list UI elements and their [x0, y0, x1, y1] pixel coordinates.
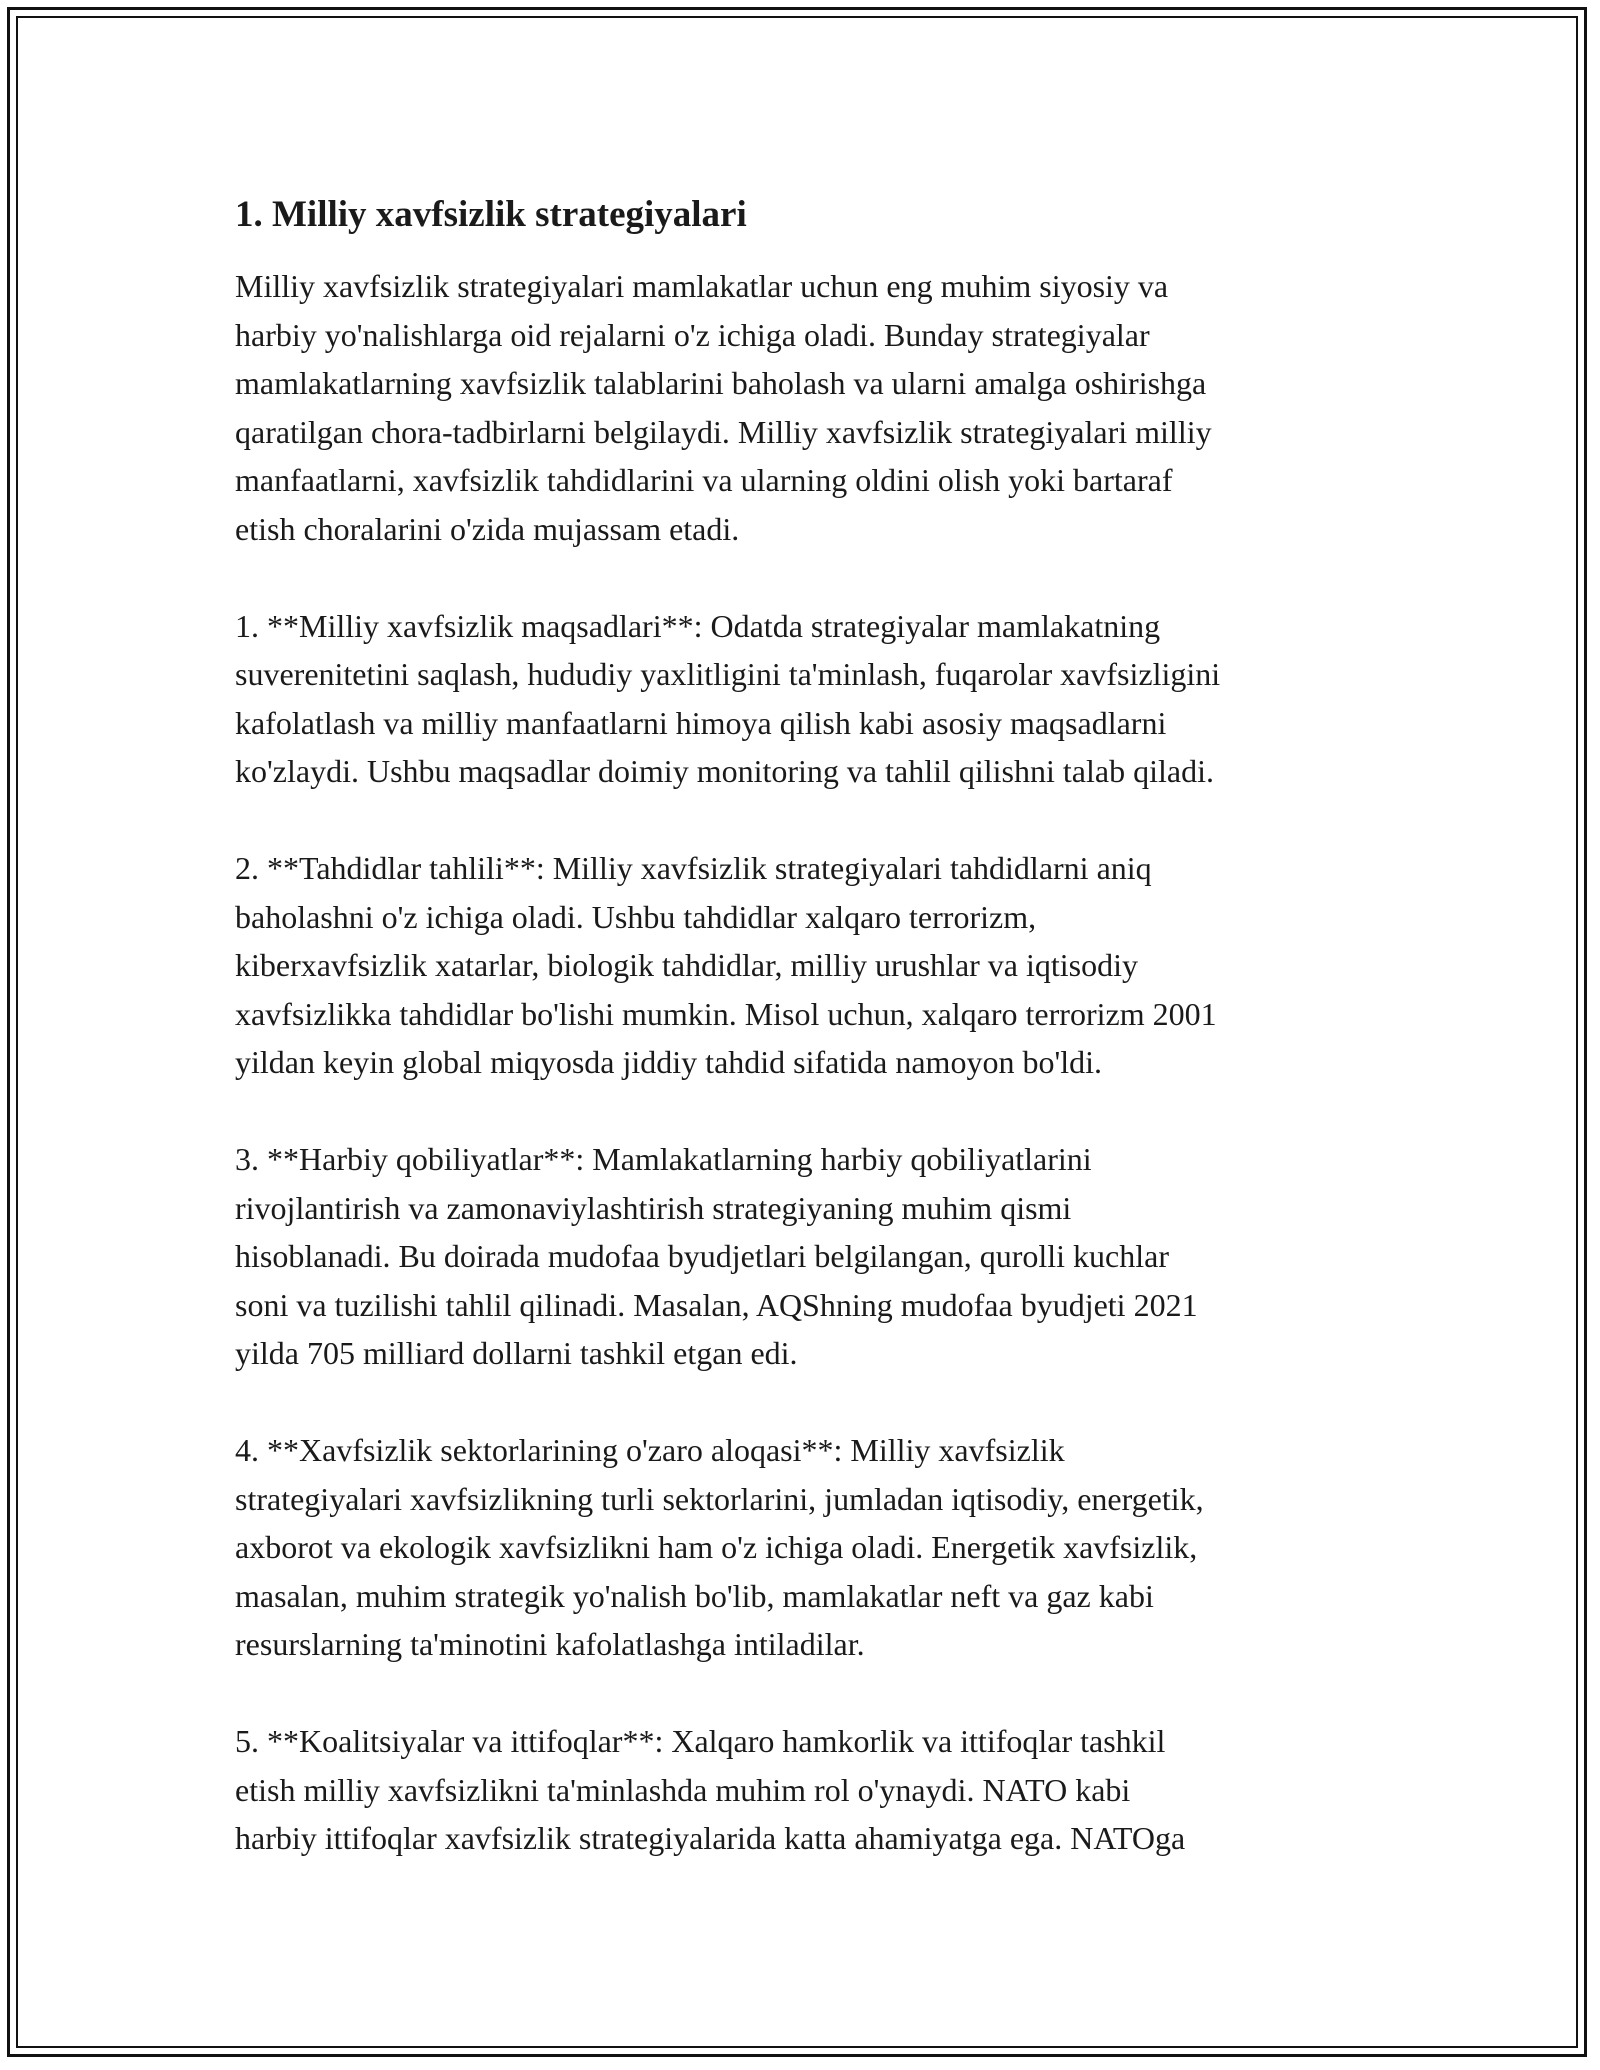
section-heading: 1. Milliy xavfsizlik strategiyalari	[235, 194, 747, 235]
text-line: axborot va ekologik xavfsizlikni ham o'z ichiga oladi. Energetik xavfsizlik,	[235, 1529, 1198, 1565]
text-line: xavfsizlikka tahdidlar bo'lishi mumkin. Misol uchun, xalqaro terrorizm 2001	[235, 995, 1217, 1032]
text-line: 2. **Tahdidlar tahlili**: Milliy xavfsizlik strategiyalari tahdidlarni aniq	[235, 850, 1152, 886]
text-line: strategiyalari xavfsizlikning turli sektorlarini, jumladan iqtisodiy, energetik,	[235, 1480, 1204, 1517]
text-line: 1. **Milliy xavfsizlik maqsadlari**: Odatda strategiyalar mamlakatning	[235, 607, 1161, 644]
text-line: baholashni o'z ichiga oladi. Ushbu tahdidlar xalqaro terrorizm,	[235, 898, 1037, 935]
text-line: harbiy ittifoqlar xavfsizlik strategiyalarida katta ahamiyatga ega. NATOga	[235, 1820, 1186, 1856]
text-line: etish choralarini o'zida mujassam etadi.	[235, 510, 740, 547]
text-line: etish milliy xavfsizlikni ta'minlashda muhim rol o'ynaydi. NATO kabi	[235, 1771, 1131, 1808]
text-line: suverenitetini saqlash, hududiy yaxlitligini ta'minlash, fuqarolar xavfsizligini	[235, 656, 1221, 692]
text-line: soni va tuzilishi tahlil qilinadi. Masalan, AQShning mudofaa byudjeti 2021	[235, 1286, 1198, 1323]
text-line: resurslarning ta'minotini kafolatlashga intiladilar.	[235, 1626, 865, 1662]
text-line: kafolatlash va milliy manfaatlarni himoya qilish kabi asosiy maqsadlarni	[235, 704, 1167, 741]
text-line: 3. **Harbiy qobiliyatlar**: Mamlakatlarning harbiy qobiliyatlarini	[235, 1141, 1092, 1177]
text-line: qaratilgan chora-tadbirlarni belgilaydi. Milliy xavfsizlik strategiyalari milliy	[235, 413, 1212, 450]
text-line: masalan, muhim strategik yo'nalish bo'lib, mamlakatlar neft va gaz kabi	[235, 1577, 1154, 1614]
list-item-paragraph	[235, 1426, 1370, 1669]
text-line: manfaatlarni, xavfsizlik tahdidlarini va ularning oldini olish yoki bartaraf	[235, 462, 1173, 498]
text-line: yildan keyin global miqyosda jiddiy tahdid sifatida namoyon bo'ldi.	[235, 1044, 1102, 1080]
text-line: 4. **Xavfsizlik sektorlarining o'zaro aloqasi**: Milliy xavfsizlik	[235, 1432, 1065, 1468]
text-line: kiberxavfsizlik xatarlar, biologik tahdidlar, milliy urushlar va iqtisodiy	[235, 947, 1139, 983]
list-item-paragraph	[235, 844, 1370, 1087]
text-line: Milliy xavfsizlik strategiyalari mamlakatlar uchun eng muhim siyosiy va	[235, 268, 1169, 304]
text-line: yilda 705 milliard dollarni tashkil etgan edi.	[235, 1335, 798, 1371]
list-item-paragraph	[235, 1717, 1370, 1863]
list-item-paragraph	[235, 1135, 1370, 1378]
text-line: mamlakatlarning xavfsizlik talablarini baholash va ularni amalga oshirishga	[235, 365, 1207, 401]
text-line: ko'zlaydi. Ushbu maqsadlar doimiy monitoring va tahlil qilishni talab qiladi.	[235, 753, 1214, 789]
text-line: rivojlantirish va zamonaviylashtirish strategiyaning muhim qismi	[235, 1189, 1072, 1226]
text-line: hisoblanadi. Bu doirada mudofaa byudjetlari belgilangan, qurolli kuchlar	[235, 1238, 1169, 1274]
intro-paragraph	[235, 262, 1370, 553]
document-body	[235, 190, 1370, 1911]
text-line: harbiy yo'nalishlarga oid rejalarni o'z ichiga oladi. Bunday strategiyalar	[235, 316, 1150, 353]
list-item-paragraph	[235, 602, 1370, 796]
text-line: 5. **Koalitsiyalar va ittifoqlar**: Xalqaro hamkorlik va ittifoqlar tashkil	[235, 1723, 1166, 1759]
